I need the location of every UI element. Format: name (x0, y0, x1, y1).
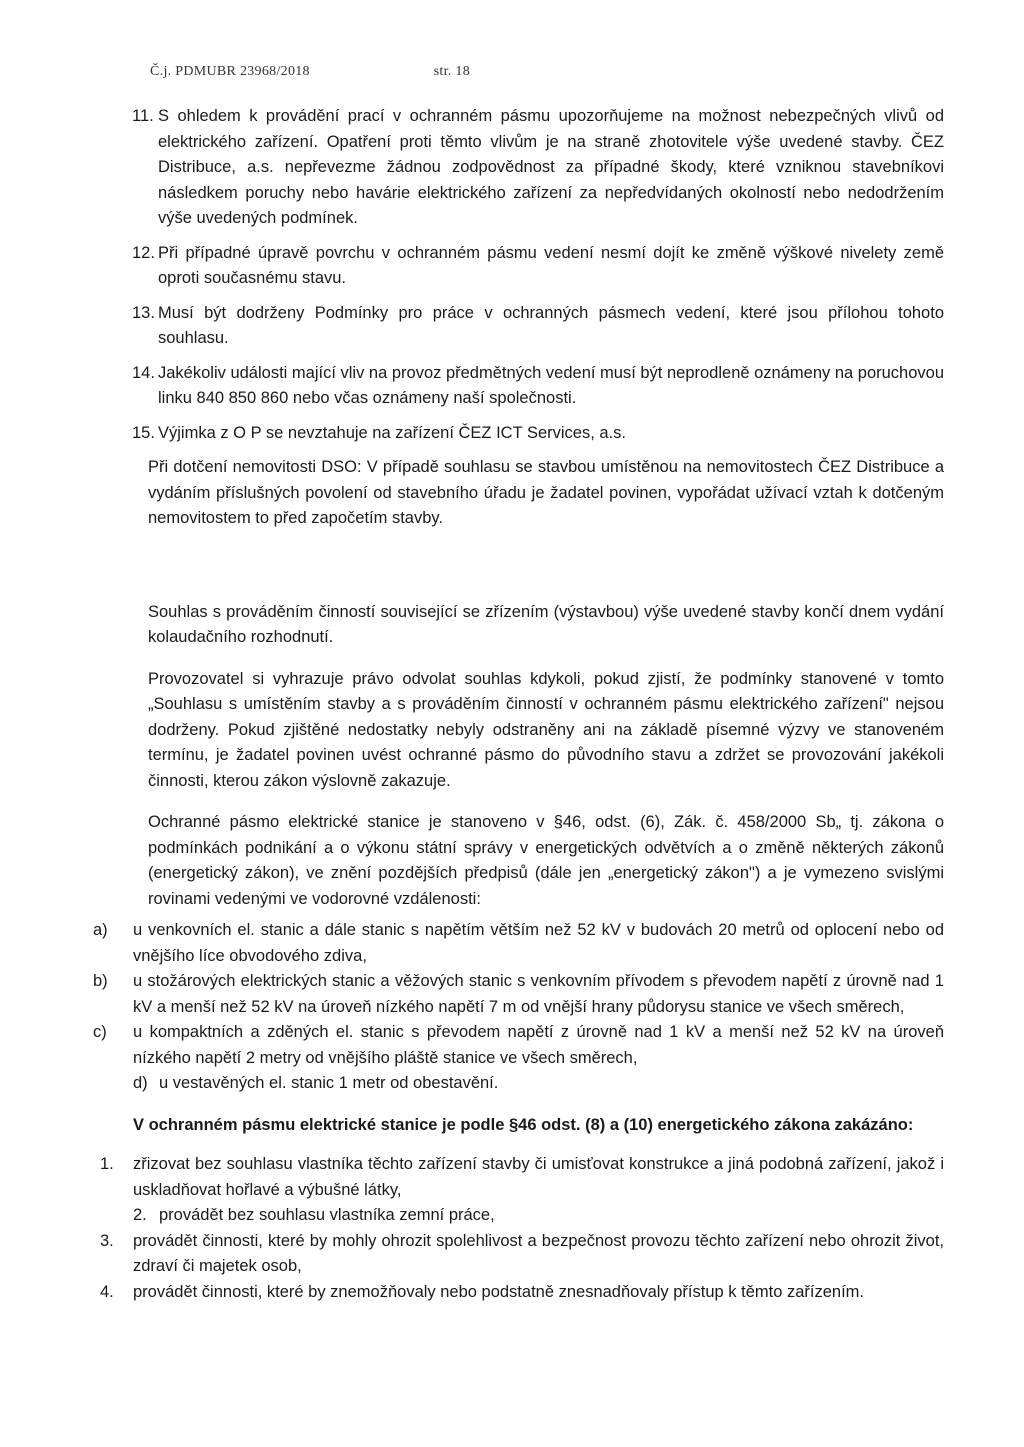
list-text: provádět činnosti, které by znemožňovaly nebo podstatně znesnadňovaly přístup k těmto zařízením. (133, 1282, 864, 1301)
document-body (0, 104, 1024, 1305)
list-text: u kompaktních a zděných el. stanic s převodem napětí z úrovně nad 1 kV a menší než 52 kV na úroveň nízkého napětí 2 metry od vnějšího pláště stanice ve všech směrech, (133, 1023, 944, 1067)
consent-end-paragraph: Souhlas s prováděním činností související se zřízením (výstavbou) výše uvedené stavby končí dnem vydání kolaudačního rozhodnutí. (148, 602, 944, 646)
condition-item-14 (0, 361, 1024, 412)
list-text: provádět činnosti, které by mohly ohrozit spolehlivost a bezpečnost provozu těchto zařízení nebo ohrozit život, zdraví či majetek osob, (133, 1231, 944, 1275)
list-marker: b) (93, 972, 108, 990)
list-text: u venkovních el. stanic a dále stanic s napětím větším než 52 kV v budovách 20 metrů od oplocení nebo od vnějšího líce obvodového zdiva, (133, 921, 944, 965)
zone-item-b (0, 969, 1024, 1020)
list-marker: c) (93, 1023, 107, 1041)
item-text: Musí být dodrženy Podmínky pro práce v ochranných pásmech vedení, které jsou přílohou tohoto souhlasu. (158, 303, 944, 347)
revocation-paragraph: Provozovatel si vyhrazuje právo odvolat souhlas kdykoli, pokud zjistí, že podmínky stanovené v tomto „Souhlasu s umístěním stavby a s prováděním činností v ochranném pásmu elektrického zařízení" nejsou dodrženy. Pokud zjištěné nedostatky nebyly odstraněny ani na základě písemné výzvy ve stanoveném termínu, je žadatel povinen uvést ochranné pásmo do původního stavu a zdržet se provozování jakékoli činnosti, kterou zákon výslovně zakazuje. (148, 669, 944, 790)
condition-item-15 (0, 421, 1024, 447)
condition-item-13 (0, 301, 1024, 352)
item-text: Při případné úpravě povrchu v ochranném pásmu vedení nesmí dojít ke změně výškové nivelety země oproti současnému stavu. (158, 243, 944, 287)
list-text: zřizovat bez souhlasu vlastníka těchto zařízení stavby či umisťovat konstrukce a jiná podobná zařízení, jakož i uskladňovat hořlavé a výbušné látky, (133, 1155, 944, 1199)
item-number: 14. (132, 363, 155, 382)
protection-zone-paragraph: Ochranné pásmo elektrické stanice je stanoveno v §46, odst. (6), Zák. č. 458/2000 Sb„ tj. zákona o podmínkách podnikání a o výkonu státní správy v energetických odvětvích a o změně některých zákonů (energetický zákon), ve znění pozdějších předpisů (dále jen „energetický zákon") a je vymezeno svislými rovinami vedenými ve vodorovné vzdálenosti: (148, 813, 944, 908)
list-marker: 4. (100, 1282, 114, 1301)
page-header (150, 64, 470, 80)
zone-item-a (0, 918, 1024, 969)
prohibited-item-3 (0, 1229, 1024, 1280)
item-text: S ohledem k provádění prací v ochranném pásmu upozorňujeme na možnost nebezpečných vlivů od elektrického zařízení. Opatření proti těmto vlivům je na straně zhotovitele výše uvedené stavby. ČEZ Distribuce, a.s. nepřevezme žádnou zodpovědnost za případné škody, které vzniknou stavebníkovi následkem poruchy nebo havárie elektrického zařízení za nepředvídaných okolností nebo nedodržením výše uvedených podmínek. (158, 107, 944, 227)
list-marker: 2. (133, 1206, 147, 1224)
item-text: Výjimka z O P se nevztahuje na zařízení ČEZ ICT Services, a.s. (158, 423, 626, 442)
list-text: u stožárových elektrických stanic a věžových stanic s venkovním přívodem s převodem napětí z úrovně nad 1 kV a menší než 52 kV na úroveň nízkého napětí 7 m od vnější hrany půdorysu stanice ve všech směrech, (133, 972, 944, 1016)
zone-item-d (0, 1071, 1024, 1097)
prohibited-item-2 (0, 1203, 1024, 1229)
dso-paragraph: Při dotčení nemovitosti DSO: V případě souhlasu se stavbou umístěnou na nemovitostech ČEZ Distribuce a vydáním příslušných povolení od stavebního úřadu je žadatel povinen, vypořádat užívací vztah k dotčeným nemovitostem to před započetím stavby. (148, 458, 944, 527)
item-number: 13. (132, 303, 155, 322)
list-text: u vestavěných el. stanic 1 metr od obestavění. (159, 1074, 499, 1092)
reference-number: Č.j. PDMUBR 23968/2018 (150, 64, 310, 79)
list-text: provádět bez souhlasu vlastníka zemní práce, (159, 1206, 495, 1224)
list-marker: a) (93, 921, 108, 939)
prohibited-item-4 (0, 1280, 1024, 1306)
list-marker: d) (133, 1074, 148, 1092)
prohibited-item-1 (0, 1152, 1024, 1203)
zone-item-c (0, 1020, 1024, 1071)
page-number: str. 18 (433, 64, 470, 79)
list-marker: 3. (100, 1231, 114, 1250)
list-marker: 1. (100, 1155, 114, 1173)
condition-item-11 (0, 104, 1024, 232)
item-number: 11. (132, 107, 154, 125)
condition-item-12 (0, 241, 1024, 292)
item-number: 12. (132, 243, 155, 262)
prohibited-heading: V ochranném pásmu elektrické stanice je podle §46 odst. (8) a (10) energetického zákona zakázáno: (133, 1115, 914, 1134)
item-number: 15. (132, 423, 155, 442)
item-text: Jakékoliv události mající vliv na provoz předmětných vedení musí být neprodleně oznámeny na poruchovou linku 840 850 860 nebo včas oznámeny naší společnosti. (158, 363, 945, 407)
